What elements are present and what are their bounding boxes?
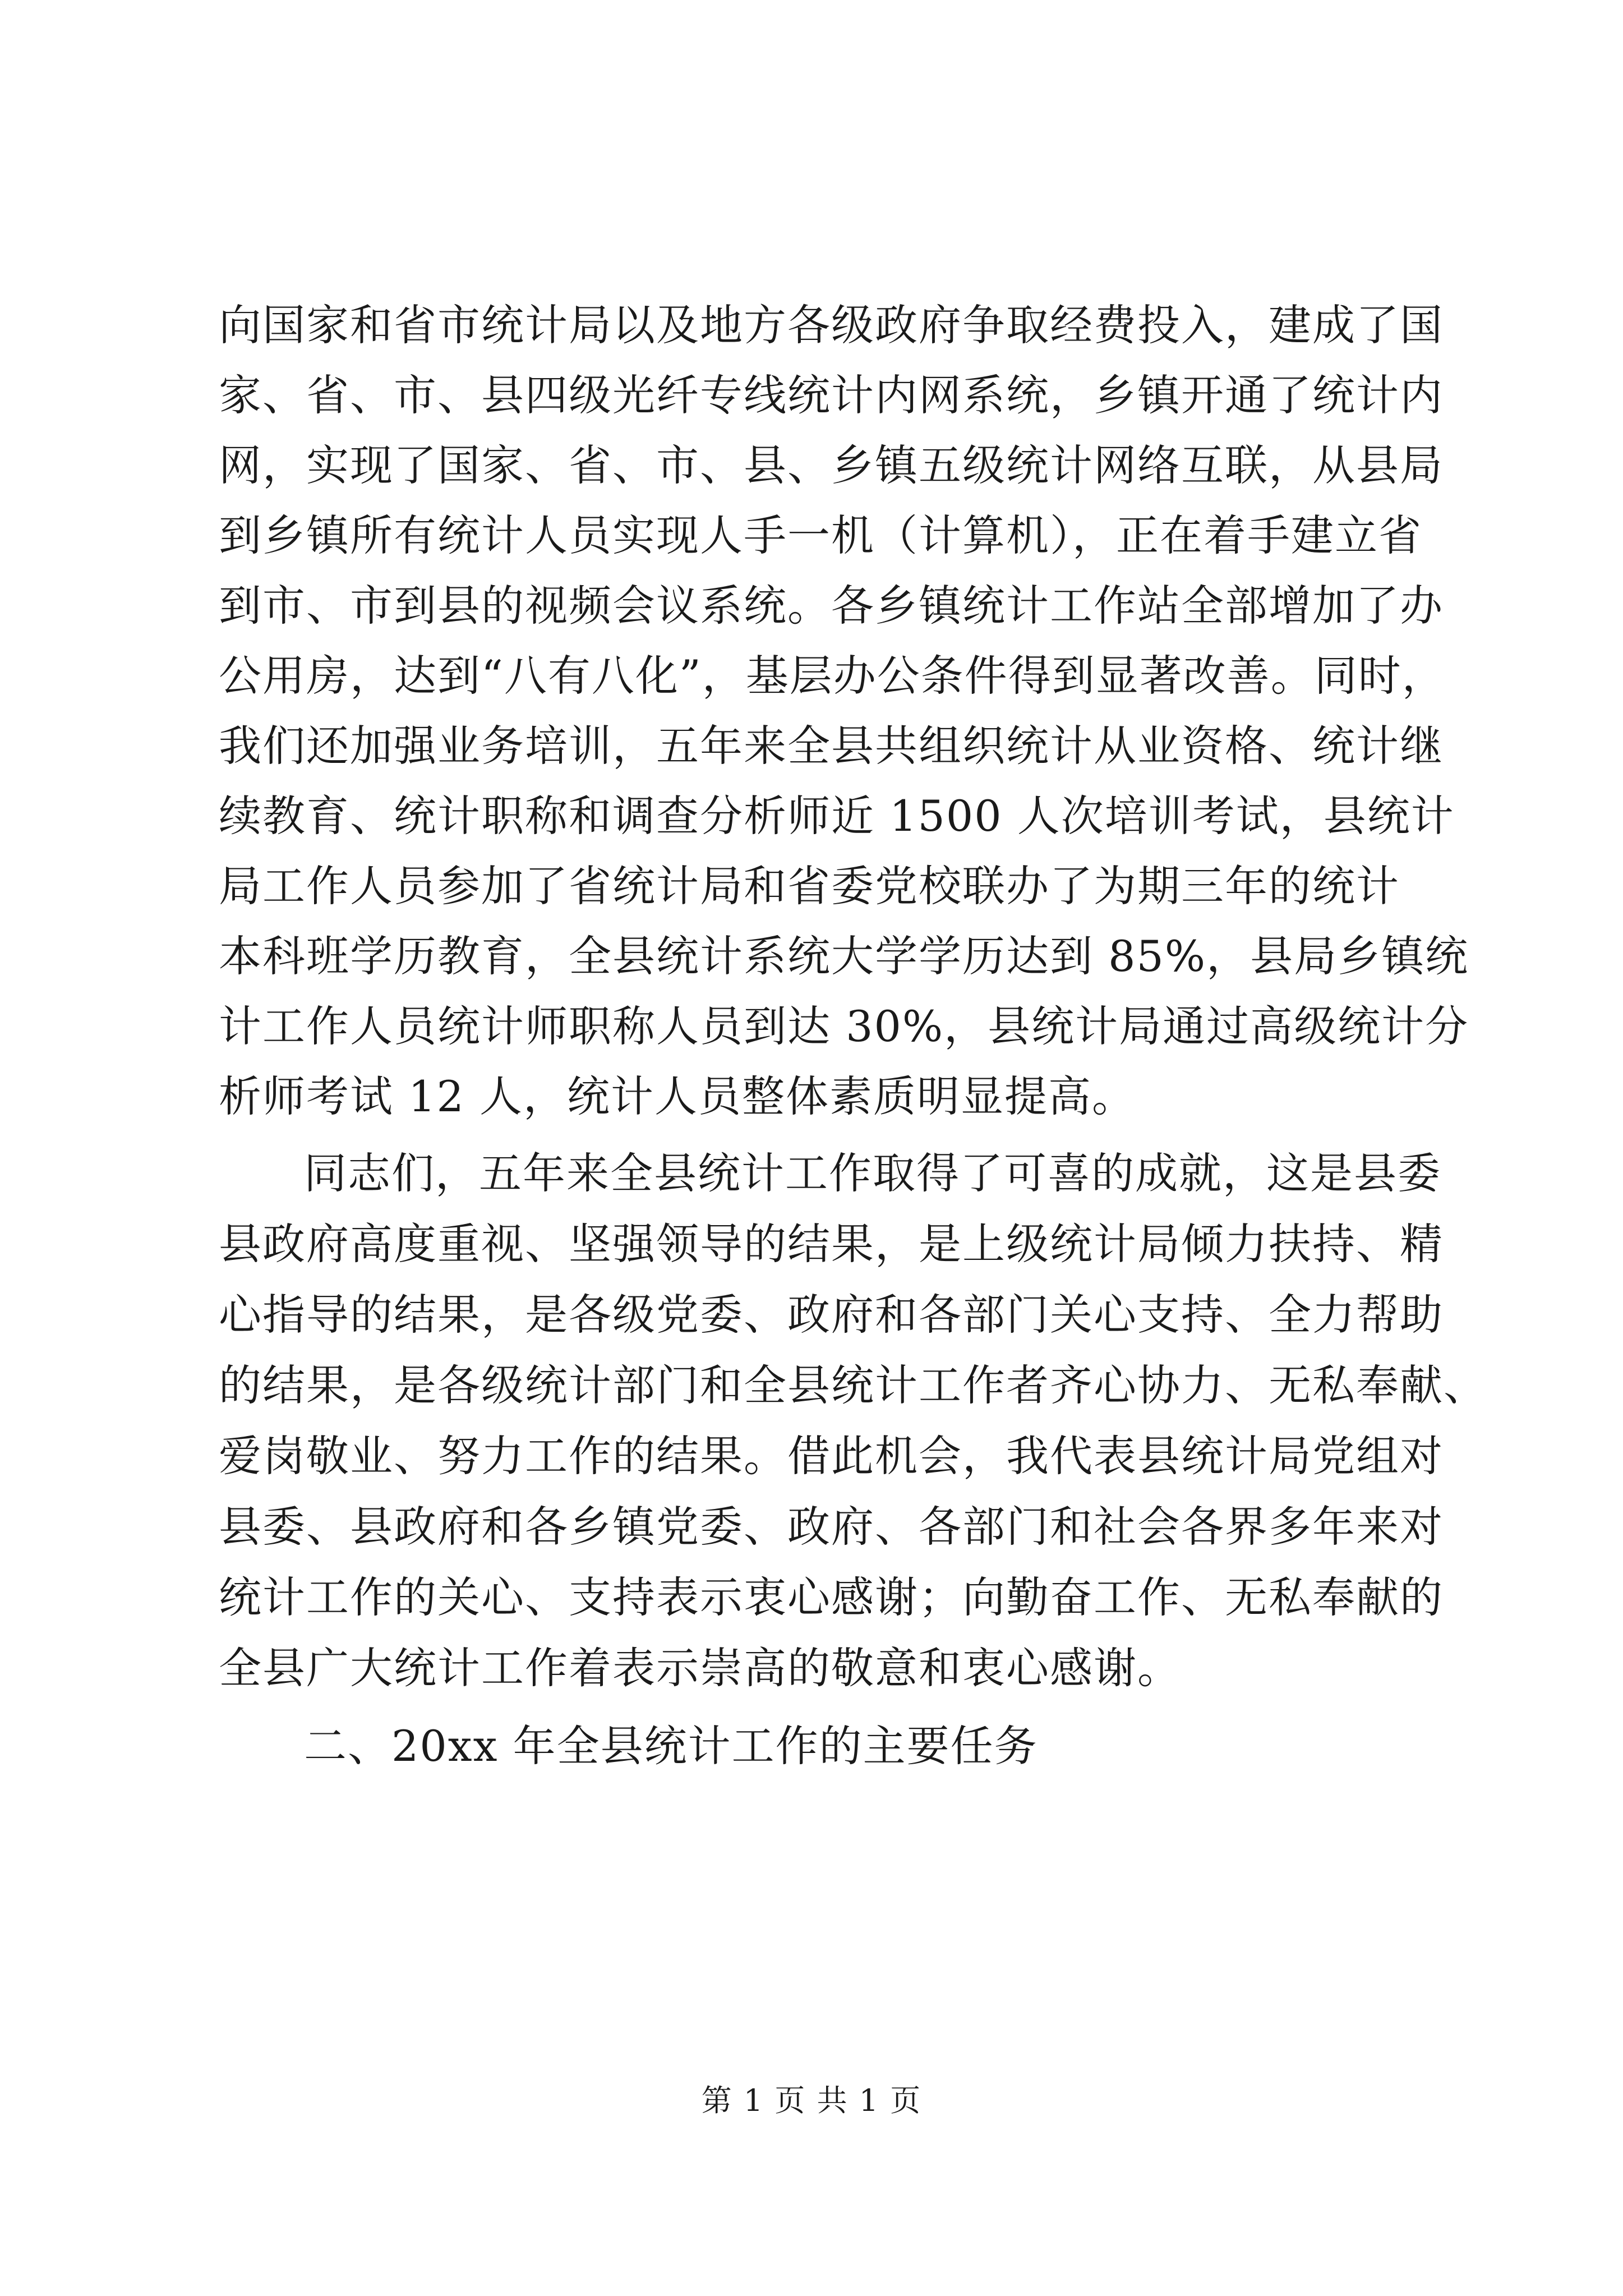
body-text-line: 县政府高度重视、坚强领导的结果，是上级统计局倾力扶持、精: [219, 1219, 1444, 1269]
body-text-line: 统计工作的关心、支持表示衷心感谢；向勤奋工作、无私奉献的: [219, 1572, 1444, 1622]
body-text-line: 的结果，是各级统计部门和全县统计工作者齐心协力、无私奉献、: [219, 1360, 1487, 1410]
body-text-line: 全县广大统计工作着表示崇高的敬意和衷心感谢。: [219, 1643, 1181, 1693]
section-heading: 二、20xx 年全县统计工作的主要任务: [304, 1721, 1038, 1771]
body-text-line: 爱岗敬业、努力工作的结果。借此机会，我代表县统计局党组对: [219, 1431, 1444, 1481]
page-number-footer: 第 1 页 共 1 页: [701, 2083, 922, 2118]
body-text-line: 公用房，达到“八有八化”，基层办公条件得到显著改善。同时，: [219, 651, 1446, 701]
body-text-line: 网，实现了国家、省、市、县、乡镇五级统计网络互联，从县局: [219, 440, 1444, 490]
body-text-line: 续教育、统计职称和调查分析师近 1500 人次培训考试，县统计: [219, 791, 1455, 841]
body-text-line: 到市、市到县的视频会议系统。各乡镇统计工作站全部增加了办: [219, 581, 1444, 631]
body-text-line: 县委、县政府和各乡镇党委、政府、各部门和社会各界多年来对: [219, 1502, 1444, 1552]
body-text-line: 局工作人员参加了省统计局和省委党校联办了为期三年的统计: [219, 861, 1400, 911]
body-text-line: 心指导的结果，是各级党委、政府和各部门关心支持、全力帮助: [219, 1290, 1444, 1340]
paragraph-first-line: 同志们，五年来全县统计工作取得了可喜的成就，这是县委: [304, 1148, 1441, 1198]
body-text-line: 向国家和省市统计局以及地方各级政府争取经费投入，建成了国: [219, 300, 1444, 350]
body-text-line: 本科班学历教育，全县统计系统大学学历达到 85%，县局乡镇统: [219, 931, 1469, 981]
body-text-line: 家、省、市、县四级光纤专线统计内网系统，乡镇开通了统计内: [219, 370, 1444, 420]
body-text-line: 析师考试 12 人，统计人员整体素质明显提高。: [219, 1071, 1136, 1121]
body-text-line: 计工作人员统计师职称人员到达 30%，县统计局通过高级统计分: [219, 1001, 1469, 1051]
body-text-line: 到乡镇所有统计人员实现人手一机（计算机），正在着手建立省: [219, 510, 1422, 560]
body-text-line: 我们还加强业务培训，五年来全县共组织统计从业资格、统计继: [219, 721, 1444, 771]
